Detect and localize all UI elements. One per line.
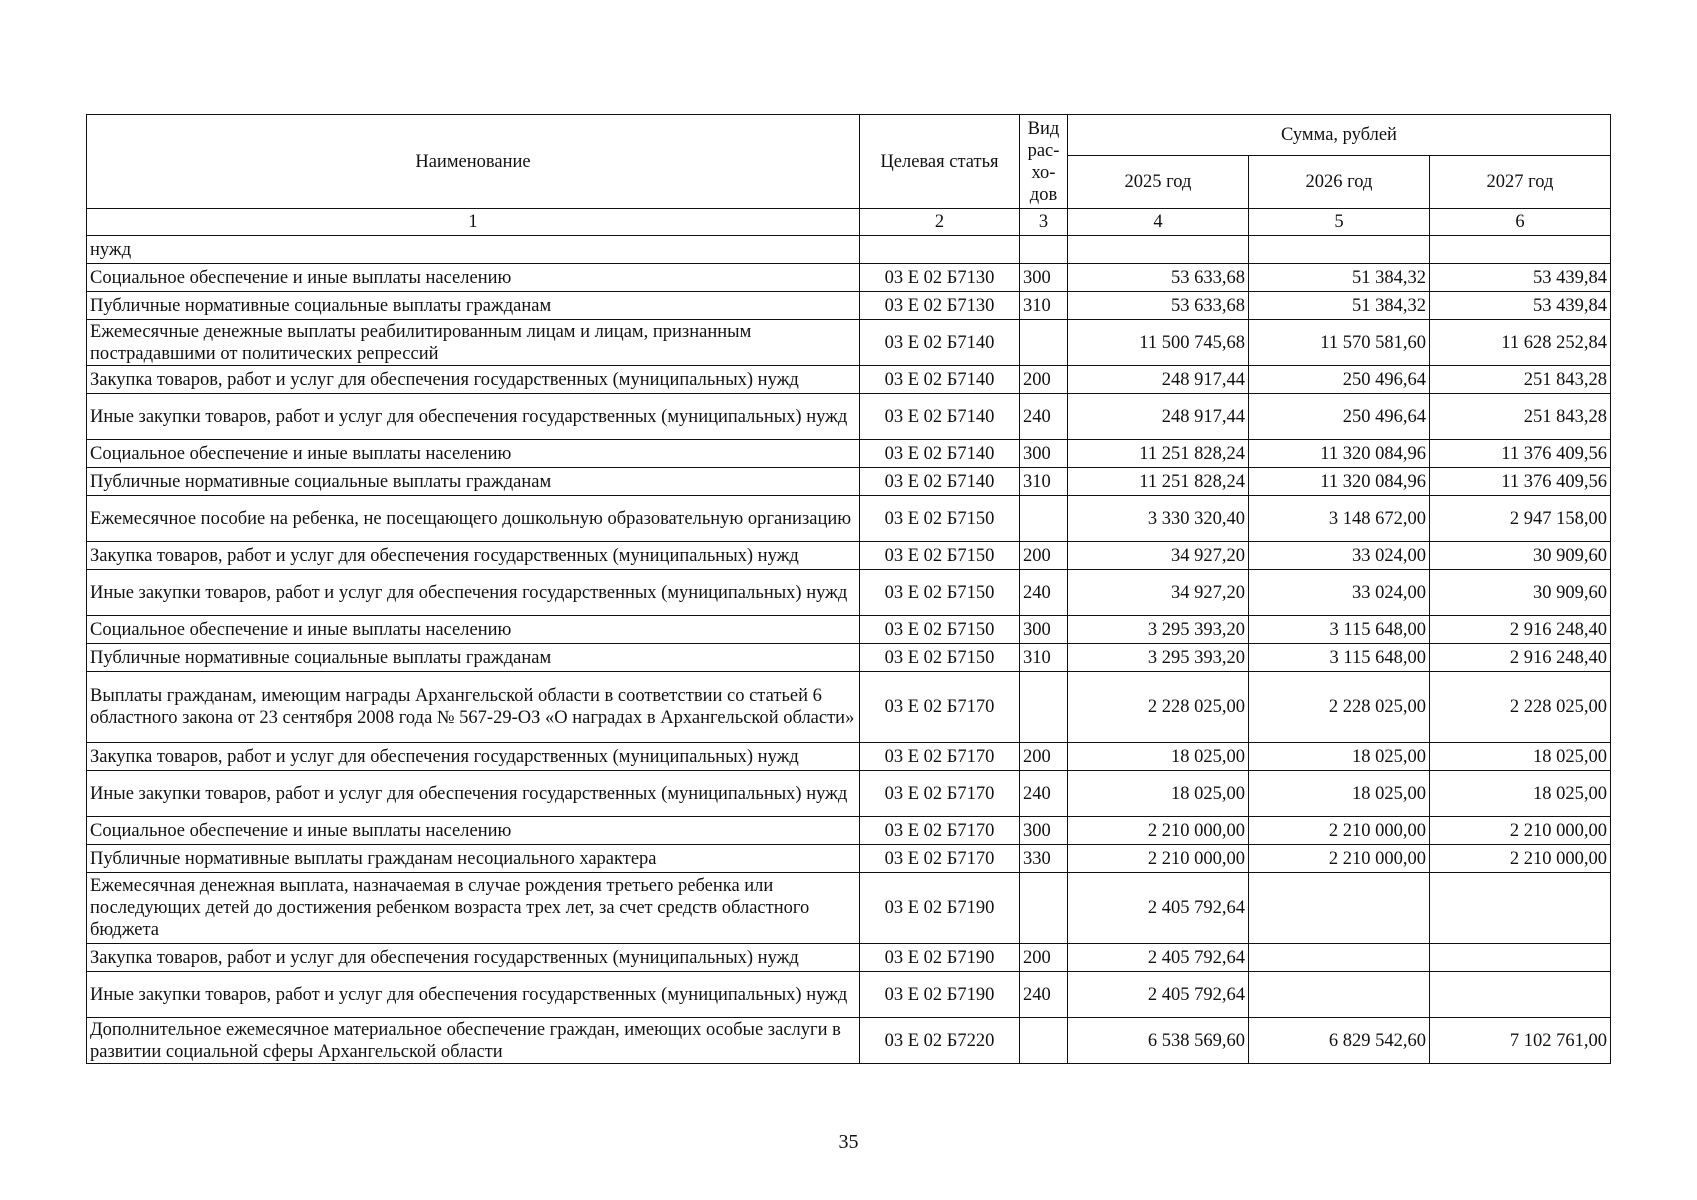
row-expense-type: 240 xyxy=(1020,972,1068,1018)
row-target-code: 03 Е 02 Б7190 xyxy=(860,873,1020,944)
table-row xyxy=(87,743,1611,771)
row-amount-2026: 51 384,32 xyxy=(1249,264,1430,292)
row-target-code: 03 Е 02 Б7140 xyxy=(860,366,1020,394)
row-name: Закупка товаров, работ и услуг для обеспечения государственных (муниципальных) нужд xyxy=(87,542,860,570)
row-amount-2025: 18 025,00 xyxy=(1068,771,1249,817)
row-amount-2026: 6 829 542,60 xyxy=(1249,1018,1430,1064)
row-target-code: 03 Е 02 Б7170 xyxy=(860,817,1020,845)
row-name: Выплаты гражданам, имеющим награды Архангельской области в соответствии со статьей 6 областного закона от 23 сентября 2008 года № 567-29-ОЗ «О наградах в Архангельской области» xyxy=(87,672,860,743)
row-target-code: 03 Е 02 Б7150 xyxy=(860,570,1020,616)
header-year-2026: 2026 год xyxy=(1249,156,1430,209)
row-name: Публичные нормативные выплаты гражданам несоциального характера xyxy=(87,845,860,873)
row-expense-type: 240 xyxy=(1020,394,1068,440)
row-amount-2027: 2 210 000,00 xyxy=(1430,817,1611,845)
row-name: Социальное обеспечение и иные выплаты населению xyxy=(87,616,860,644)
header-year-2027: 2027 год xyxy=(1430,156,1611,209)
page-number: 35 xyxy=(838,1131,859,1153)
table-row xyxy=(87,366,1611,394)
row-target-code: 03 Е 02 Б7150 xyxy=(860,616,1020,644)
row-amount-2026: 18 025,00 xyxy=(1249,743,1430,771)
row-name: Иные закупки товаров, работ и услуг для обеспечения государственных (муниципальных) нужд xyxy=(87,972,860,1018)
row-amount-2025: 2 210 000,00 xyxy=(1068,817,1249,845)
row-amount-2025: 53 633,68 xyxy=(1068,292,1249,320)
row-target-code: 03 Е 02 Б7170 xyxy=(860,743,1020,771)
row-name: Закупка товаров, работ и услуг для обеспечения государственных (муниципальных) нужд xyxy=(87,366,860,394)
row-amount-2027 xyxy=(1430,944,1611,972)
table-row xyxy=(87,845,1611,873)
row-expense-type xyxy=(1020,236,1068,264)
row-name: Ежемесячные денежные выплаты реабилитированным лицам и лицам, признанным пострадавшими от политических репрессий xyxy=(87,320,860,366)
row-amount-2026: 51 384,32 xyxy=(1249,292,1430,320)
row-expense-type: 330 xyxy=(1020,845,1068,873)
row-amount-2027: 11 628 252,84 xyxy=(1430,320,1611,366)
column-index: 3 xyxy=(1020,209,1068,236)
row-amount-2025: 2 405 792,64 xyxy=(1068,972,1249,1018)
row-name: Публичные нормативные социальные выплаты гражданам xyxy=(87,468,860,496)
row-name: Социальное обеспечение и иные выплаты населению xyxy=(87,264,860,292)
row-amount-2027: 2 228 025,00 xyxy=(1430,672,1611,743)
table-row xyxy=(87,394,1611,440)
row-amount-2025: 11 251 828,24 xyxy=(1068,440,1249,468)
row-expense-type: 300 xyxy=(1020,616,1068,644)
table-row xyxy=(87,264,1611,292)
row-amount-2027 xyxy=(1430,236,1611,264)
row-amount-2027: 251 843,28 xyxy=(1430,366,1611,394)
row-amount-2027: 30 909,60 xyxy=(1430,542,1611,570)
row-amount-2025: 6 538 569,60 xyxy=(1068,1018,1249,1064)
row-amount-2026 xyxy=(1249,873,1430,944)
row-amount-2025: 11 500 745,68 xyxy=(1068,320,1249,366)
row-amount-2027 xyxy=(1430,972,1611,1018)
row-name: Закупка товаров, работ и услуг для обеспечения государственных (муниципальных) нужд xyxy=(87,944,860,972)
table-row xyxy=(87,236,1611,264)
row-expense-type: 200 xyxy=(1020,743,1068,771)
table-row xyxy=(87,292,1611,320)
row-name: Социальное обеспечение и иные выплаты населению xyxy=(87,440,860,468)
row-expense-type: 310 xyxy=(1020,644,1068,672)
table-header xyxy=(87,115,1611,236)
budget-table xyxy=(86,114,1611,1064)
row-amount-2026: 18 025,00 xyxy=(1249,771,1430,817)
row-name: Иные закупки товаров, работ и услуг для обеспечения государственных (муниципальных) нужд xyxy=(87,570,860,616)
header-name: Наименование xyxy=(87,115,860,209)
row-expense-type: 310 xyxy=(1020,292,1068,320)
row-amount-2025: 248 917,44 xyxy=(1068,366,1249,394)
row-amount-2026: 250 496,64 xyxy=(1249,366,1430,394)
row-name: Дополнительное ежемесячное материальное обеспечение граждан, имеющих особые заслуги в развитии социальной сферы Архангельской области xyxy=(87,1018,860,1064)
row-amount-2027 xyxy=(1430,873,1611,944)
row-expense-type xyxy=(1020,672,1068,743)
column-index: 2 xyxy=(860,209,1020,236)
table-row xyxy=(87,616,1611,644)
row-amount-2025: 34 927,20 xyxy=(1068,570,1249,616)
row-amount-2025: 18 025,00 xyxy=(1068,743,1249,771)
row-expense-type xyxy=(1020,320,1068,366)
row-target-code: 03 Е 02 Б7140 xyxy=(860,440,1020,468)
row-amount-2027: 53 439,84 xyxy=(1430,264,1611,292)
row-amount-2026: 3 148 672,00 xyxy=(1249,496,1430,542)
table-row xyxy=(87,873,1611,944)
row-expense-type: 300 xyxy=(1020,440,1068,468)
row-expense-type: 240 xyxy=(1020,771,1068,817)
row-name: Ежемесячное пособие на ребенка, не посещающего дошкольную образовательную организацию xyxy=(87,496,860,542)
header-vid-line: хо- xyxy=(1031,162,1056,183)
table-row xyxy=(87,320,1611,366)
row-expense-type xyxy=(1020,1018,1068,1064)
row-amount-2027: 11 376 409,56 xyxy=(1430,468,1611,496)
row-amount-2025: 2 228 025,00 xyxy=(1068,672,1249,743)
row-expense-type: 200 xyxy=(1020,366,1068,394)
row-target-code: 03 Е 02 Б7130 xyxy=(860,292,1020,320)
table-row xyxy=(87,972,1611,1018)
row-target-code: 03 Е 02 Б7190 xyxy=(860,972,1020,1018)
row-expense-type: 200 xyxy=(1020,542,1068,570)
row-amount-2026 xyxy=(1249,972,1430,1018)
row-amount-2025: 2 405 792,64 xyxy=(1068,873,1249,944)
row-amount-2025: 53 633,68 xyxy=(1068,264,1249,292)
row-name: Публичные нормативные социальные выплаты гражданам xyxy=(87,292,860,320)
table-row xyxy=(87,644,1611,672)
row-amount-2027: 11 376 409,56 xyxy=(1430,440,1611,468)
row-target-code: 03 Е 02 Б7170 xyxy=(860,845,1020,873)
row-target-code: 03 Е 02 Б7150 xyxy=(860,542,1020,570)
column-index: 4 xyxy=(1068,209,1249,236)
row-amount-2026: 11 320 084,96 xyxy=(1249,468,1430,496)
row-target-code: 03 Е 02 Б7140 xyxy=(860,394,1020,440)
row-amount-2026: 3 115 648,00 xyxy=(1249,616,1430,644)
row-amount-2026 xyxy=(1249,236,1430,264)
row-amount-2025: 248 917,44 xyxy=(1068,394,1249,440)
row-amount-2026: 33 024,00 xyxy=(1249,570,1430,616)
row-target-code: 03 Е 02 Б7170 xyxy=(860,672,1020,743)
row-target-code: 03 Е 02 Б7130 xyxy=(860,264,1020,292)
row-name: Иные закупки товаров, работ и услуг для обеспечения государственных (муниципальных) нужд xyxy=(87,394,860,440)
row-amount-2027: 2 210 000,00 xyxy=(1430,845,1611,873)
column-index: 5 xyxy=(1249,209,1430,236)
row-amount-2026: 2 210 000,00 xyxy=(1249,817,1430,845)
table-row xyxy=(87,1018,1611,1064)
header-vid-line: дов xyxy=(1029,184,1058,205)
row-name: нужд xyxy=(87,236,860,264)
column-index: 1 xyxy=(87,209,860,236)
row-amount-2026 xyxy=(1249,944,1430,972)
row-expense-type xyxy=(1020,873,1068,944)
row-name: Социальное обеспечение и иные выплаты населению xyxy=(87,817,860,845)
table-row xyxy=(87,542,1611,570)
row-target-code: 03 Е 02 Б7140 xyxy=(860,320,1020,366)
row-amount-2026: 33 024,00 xyxy=(1249,542,1430,570)
header-target: Целевая статья xyxy=(860,115,1020,209)
row-amount-2025: 34 927,20 xyxy=(1068,542,1249,570)
row-amount-2026: 11 570 581,60 xyxy=(1249,320,1430,366)
row-expense-type: 300 xyxy=(1020,817,1068,845)
table-row xyxy=(87,817,1611,845)
header-vid-line: рас- xyxy=(1027,140,1060,161)
row-amount-2025: 3 295 393,20 xyxy=(1068,644,1249,672)
row-expense-type: 300 xyxy=(1020,264,1068,292)
row-amount-2025: 3 295 393,20 xyxy=(1068,616,1249,644)
row-amount-2027: 2 916 248,40 xyxy=(1430,616,1611,644)
row-amount-2025: 2 405 792,64 xyxy=(1068,944,1249,972)
row-amount-2026: 11 320 084,96 xyxy=(1249,440,1430,468)
row-name: Публичные нормативные социальные выплаты гражданам xyxy=(87,644,860,672)
row-amount-2027: 251 843,28 xyxy=(1430,394,1611,440)
row-target-code: 03 Е 02 Б7150 xyxy=(860,644,1020,672)
row-amount-2027: 30 909,60 xyxy=(1430,570,1611,616)
row-target-code xyxy=(860,236,1020,264)
header-expense-type xyxy=(1020,115,1068,209)
table-row xyxy=(87,440,1611,468)
row-name: Ежемесячная денежная выплата, назначаемая в случае рождения третьего ребенка или последующих детей до достижения ребенком возраста трех лет, за счет средств областного бюджета xyxy=(87,873,860,944)
row-name: Закупка товаров, работ и услуг для обеспечения государственных (муниципальных) нужд xyxy=(87,743,860,771)
row-amount-2027: 18 025,00 xyxy=(1430,743,1611,771)
row-amount-2026: 250 496,64 xyxy=(1249,394,1430,440)
row-amount-2027: 2 947 158,00 xyxy=(1430,496,1611,542)
table-body xyxy=(87,236,1611,1064)
row-amount-2027: 53 439,84 xyxy=(1430,292,1611,320)
row-amount-2026: 2 228 025,00 xyxy=(1249,672,1430,743)
row-target-code: 03 Е 02 Б7150 xyxy=(860,496,1020,542)
table-row xyxy=(87,570,1611,616)
row-amount-2025: 3 330 320,40 xyxy=(1068,496,1249,542)
table-row xyxy=(87,771,1611,817)
row-amount-2025 xyxy=(1068,236,1249,264)
row-amount-2026: 3 115 648,00 xyxy=(1249,644,1430,672)
row-amount-2027: 18 025,00 xyxy=(1430,771,1611,817)
row-target-code: 03 Е 02 Б7140 xyxy=(860,468,1020,496)
header-sum: Сумма, рублей xyxy=(1068,115,1611,156)
row-target-code: 03 Е 02 Б7190 xyxy=(860,944,1020,972)
row-target-code: 03 Е 02 Б7220 xyxy=(860,1018,1020,1064)
row-expense-type xyxy=(1020,496,1068,542)
row-expense-type: 310 xyxy=(1020,468,1068,496)
row-amount-2025: 11 251 828,24 xyxy=(1068,468,1249,496)
row-amount-2027: 2 916 248,40 xyxy=(1430,644,1611,672)
header-year-2025: 2025 год xyxy=(1068,156,1249,209)
row-amount-2026: 2 210 000,00 xyxy=(1249,845,1430,873)
header-vid-line: Вид xyxy=(1027,118,1060,139)
row-name: Иные закупки товаров, работ и услуг для обеспечения государственных (муниципальных) нужд xyxy=(87,771,860,817)
row-amount-2025: 2 210 000,00 xyxy=(1068,845,1249,873)
row-amount-2027: 7 102 761,00 xyxy=(1430,1018,1611,1064)
row-expense-type: 240 xyxy=(1020,570,1068,616)
table-row xyxy=(87,468,1611,496)
table-row xyxy=(87,944,1611,972)
row-target-code: 03 Е 02 Б7170 xyxy=(860,771,1020,817)
table-row xyxy=(87,496,1611,542)
row-expense-type: 200 xyxy=(1020,944,1068,972)
column-index: 6 xyxy=(1430,209,1611,236)
table-row xyxy=(87,672,1611,743)
